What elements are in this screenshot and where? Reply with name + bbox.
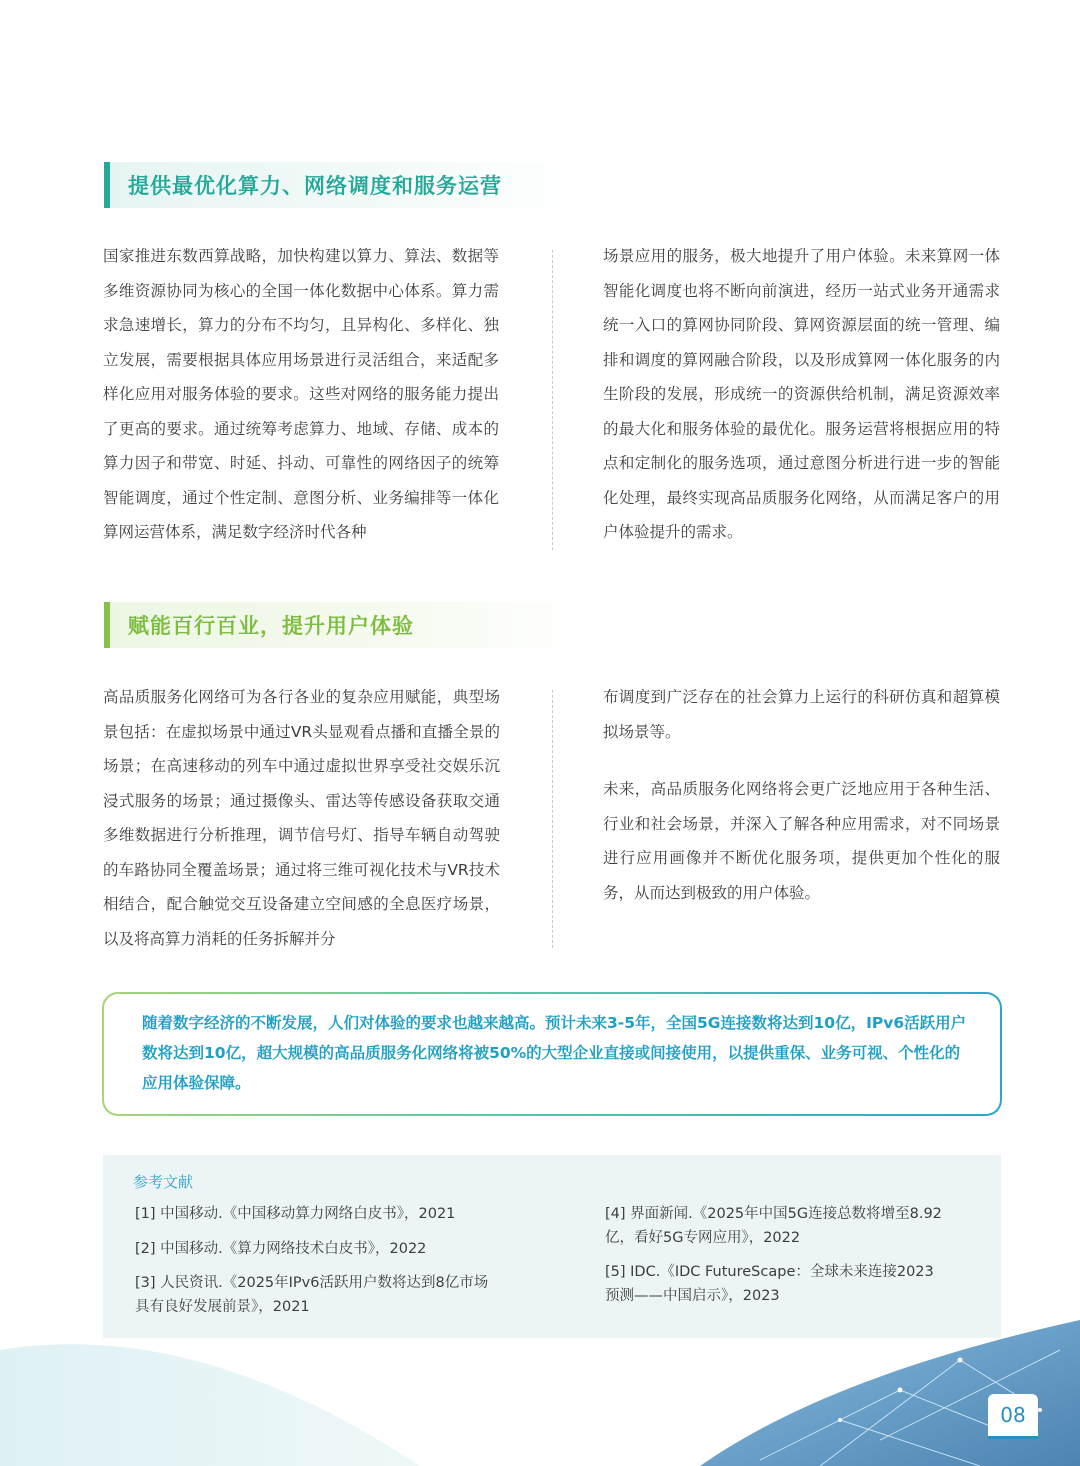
column-divider — [552, 690, 553, 948]
reference-item: [3] 人民资讯.《2025年IPv6活跃用户数将达到8亿市场具有良好发展前景》，2021 — [135, 1275, 489, 1315]
reference-item: [2] 中国移动.《算力网络技术白皮书》，2022 — [135, 1241, 427, 1257]
paragraph: 场景应用的服务，极大地提升了用户体验。未来算网一体智能化调度也将不断向前演进，经历一站式业务开通需求统一入口的算网协同阶段、算网资源层面的统一管理、编排和调度的算网融合阶段，以及形成算网一体化服务的内生阶段的发展，形成统一的资源供给机制，满足资源效率的最大化和服务体验的最优化。服务运营将根据应用的特点和定制化的服务选项，通过意图分析进行进一步的智能化处理，最终实现高品质服务化网络，从而满足客户的用户体验提升的需求。 — [603, 247, 1000, 541]
heading-accent-bar — [104, 162, 110, 208]
paragraph: 布调度到广泛存在的社会算力上运行的科研仿真和超算模拟场景等。 — [603, 688, 1000, 741]
reference-item: [5] IDC.《IDC FutureScape：全球未来连接2023预测——中国启示》，2023 — [605, 1264, 934, 1304]
page-number-underline — [988, 1436, 1038, 1439]
section1-right-column — [603, 239, 1000, 550]
references-title: 参考文献 — [133, 1173, 194, 1191]
wave-shape — [0, 1344, 420, 1466]
highlight-text: 随着数字经济的不断发展，人们对体验的要求也越来越高。预计未来3-5年，全国5G连接数将达到10亿，IPv6活跃用户数将达到10亿，超大规模的高品质服务化网络将被50%的大型企业直接或间接使用，以提供重保、业务可视、个性化的应用体验保障。 — [104, 994, 1000, 1114]
reference-item: [1] 中国移动.《中国移动算力网络白皮书》，2021 — [135, 1206, 456, 1222]
column-divider — [552, 250, 553, 550]
section1-left-column — [103, 239, 499, 550]
section-heading-text: 提供最优化算力、网络调度和服务运营 — [128, 174, 502, 198]
section2-left-column — [103, 680, 500, 956]
reference-item: [4] 界面新闻.《2025年中国5G连接总数将增至8.92亿，看好5G专网应用》，2022 — [605, 1206, 942, 1246]
paragraph: 未来，高品质服务化网络将会更广泛地应用于各种生活、行业和社会场景，并深入了解各种应用需求，对不同场景进行应用画像并不断优化服务项，提供更加个性化的服务，从而达到极致的用户体验。 — [603, 780, 1000, 902]
section-heading-computing — [104, 162, 584, 208]
city-image-shape — [700, 1320, 1080, 1466]
heading-accent-bar — [104, 602, 110, 648]
section-heading-empower — [104, 602, 584, 648]
page-number: 08 — [988, 1394, 1038, 1436]
section2-right-column — [603, 680, 1000, 910]
references-panel — [103, 1155, 1001, 1338]
decorative-network-graphic — [0, 1320, 1080, 1466]
highlight-box — [102, 992, 1002, 1116]
paragraph: 国家推进东数西算战略，加快构建以算力、算法、数据等多维资源协同为核心的全国一体化数据中心体系。算力需求急速增长，算力的分布不均匀，且异构化、多样化、独立发展，需要根据具体应用场景进行灵活组合，来适配多样化应用对服务体验的要求。这些对网络的服务能力提出了更高的要求。通过统筹考虑算力、地域、存储、成本的算力因子和带宽、时延、抖动、可靠性的网络因子的统筹智能调度，通过个性定制、意图分析、业务编排等一体化算网运营体系，满足数字经济时代各种 — [103, 247, 499, 541]
section-heading-text: 赋能百行百业，提升用户体验 — [128, 614, 414, 638]
paragraph: 高品质服务化网络可为各行各业的复杂应用赋能，典型场景包括：在虚拟场景中通过VR头显观看点播和直播全景的场景；在高速移动的列车中通过虚拟世界享受社交娱乐沉浸式服务的场景；通过摄像头、雷达等传感设备获取交通多维数据进行分析推理，调节信号灯、指导车辆自动驾驶的车路协同全覆盖场景；通过将三维可视化技术与VR技术相结合，配合触觉交互设备建立空间感的全息医疗场景，以及将高算力消耗的任务拆解并分 — [103, 688, 500, 948]
